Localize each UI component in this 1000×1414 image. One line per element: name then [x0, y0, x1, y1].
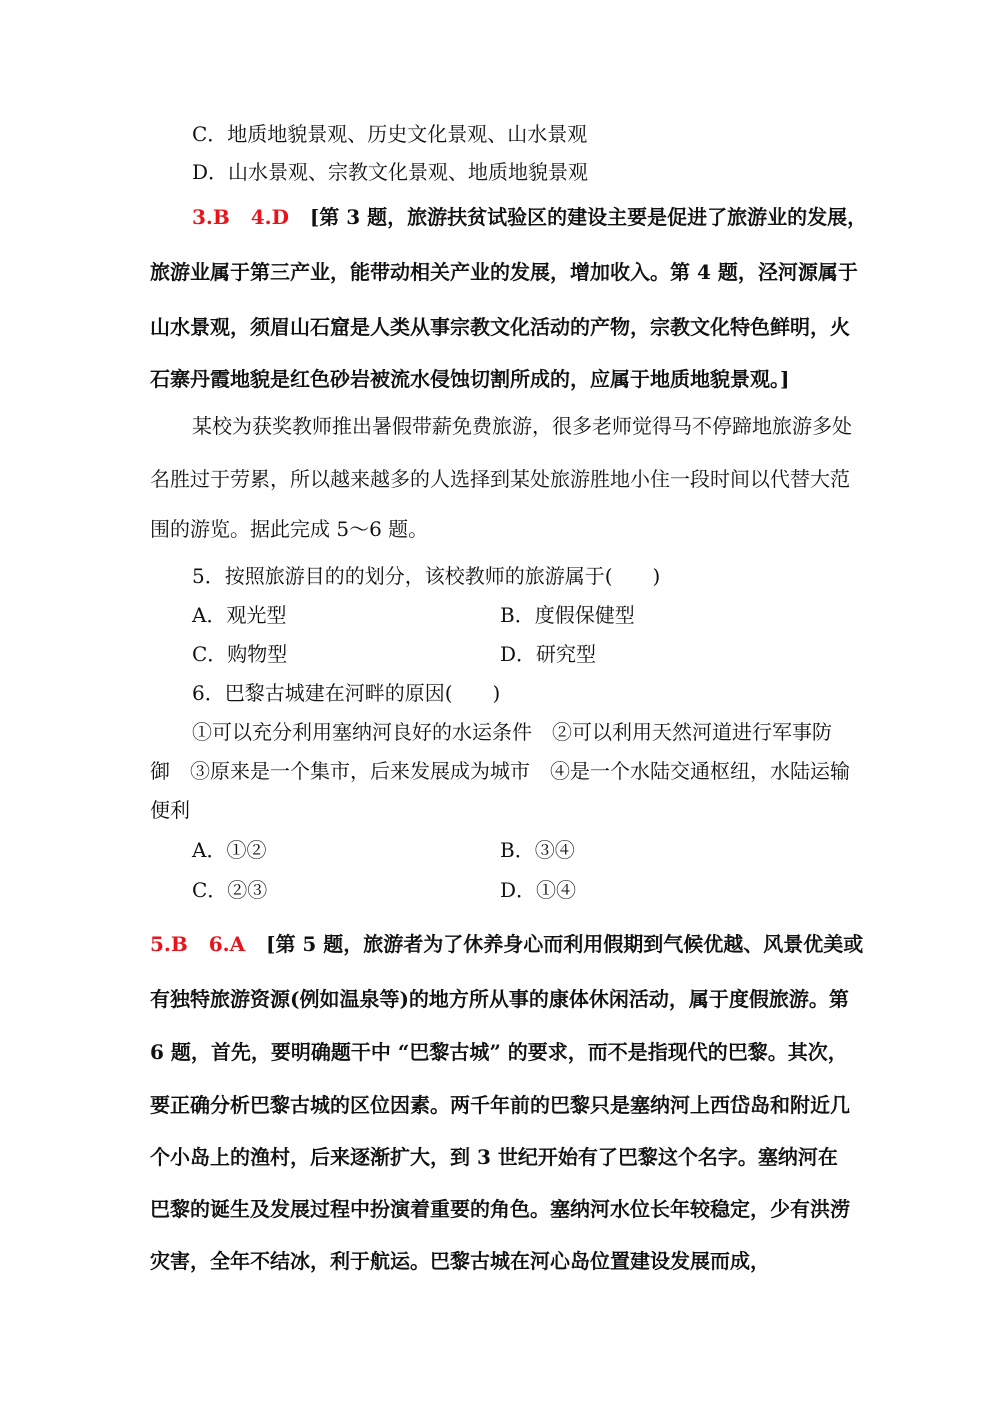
answer-3-4-line: 石寨丹霞地貌是红色砂岩被流水侵蚀切割所成的，应属于地质地貌景观。] [150, 367, 790, 391]
answer-3-4-text: [第 3 题，旅游扶贫试验区的建设主要是促进了旅游业的发展， [309, 205, 868, 229]
q6-stem: 6．巴黎古城建在河畔的原因( ) [192, 681, 501, 705]
passage-line: 围的游览。据此完成 5～6 题。 [150, 517, 429, 541]
q5-option-d: D．研究型 [500, 642, 597, 666]
passage-line: 某校为获奖教师推出暑假带薪免费旅游，很多老师觉得马不停蹄地旅游多处 [192, 414, 852, 438]
q6-statement: 御 ③原来是一个集市，后来发展成为城市 ④是一个水陆交通枢纽，水陆运输 [150, 759, 850, 783]
answer-label-4: 4.D [250, 205, 289, 229]
q5-stem: 5．按照旅游目的的划分，该校教师的旅游属于( ) [192, 564, 661, 588]
q6-option-d: D．①④ [500, 878, 577, 902]
answer-3-4-line: 旅游业属于第三产业，能带动相关产业的发展，增加收入。第 4 题，泾河源属于 [150, 260, 858, 284]
q6-option-c: C．②③ [192, 878, 268, 902]
answer-3-4-line: 山水景观，须眉山石窟是人类从事宗教文化活动的产物，宗教文化特色鲜明，火 [150, 315, 850, 339]
answer-5-6-text: [第 5 题，旅游者为了休养身心而利用假期到气候优越、风景优美或 [265, 932, 864, 956]
q5-option-a: A．观光型 [192, 603, 287, 627]
q4-option-d: D．山水景观、宗教文化景观、地质地貌景观 [192, 160, 589, 184]
answer-label-5: 5.B [150, 932, 188, 956]
answer-label-6: 6.A [208, 932, 246, 956]
answer-5-6-line: 个小岛上的渔村，后来逐渐扩大，到 3 世纪开始有了巴黎这个名字。塞纳河在 [150, 1145, 838, 1169]
answer-5-6-first-line [150, 930, 863, 958]
answer-label-3: 3.B [192, 205, 230, 229]
answer-5-6-line: 6 题，首先，要明确题干中 “巴黎古城” 的要求，而不是指现代的巴黎。其次， [150, 1040, 848, 1064]
answer-5-6-line: 巴黎的诞生及发展过程中扮演着重要的角色。塞纳河水位长年较稳定，少有洪涝 [150, 1197, 850, 1221]
answer-3-4-first-line [192, 203, 867, 231]
q6-statement: 便利 [150, 798, 190, 822]
q6-statement: ①可以充分利用塞纳河良好的水运条件 ②可以利用天然河道进行军事防 [192, 720, 832, 744]
q4-option-c: C．地质地貌景观、历史文化景观、山水景观 [192, 122, 588, 146]
q6-option-b: B．③④ [500, 838, 575, 862]
q6-option-a: A．①② [192, 838, 267, 862]
answer-5-6-line: 要正确分析巴黎古城的区位因素。两千年前的巴黎只是塞纳河上西岱岛和附近几 [150, 1093, 850, 1117]
q5-option-b: B．度假保健型 [500, 603, 635, 627]
passage-line: 名胜过于劳累，所以越来越多的人选择到某处旅游胜地小住一段时间以代替大范 [150, 467, 850, 491]
answer-5-6-line: 灾害，全年不结冰，利于航运。巴黎古城在河心岛位置建设发展而成， [150, 1249, 770, 1273]
answer-5-6-line: 有独特旅游资源(例如温泉等)的地方所从事的康体休闲活动，属于度假旅游。第 [150, 987, 849, 1011]
q5-option-c: C．购物型 [192, 642, 288, 666]
